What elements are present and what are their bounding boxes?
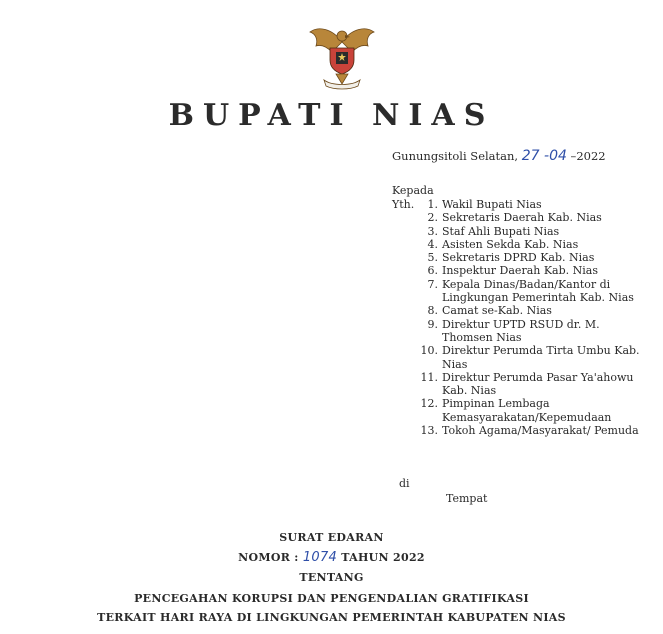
- tempat-label: Tempat: [446, 492, 488, 505]
- list-item: 8. Camat se-Kab. Nias: [427, 304, 552, 318]
- list-item: 13. Tokoh Agama/Masyarakat/ Pemuda: [420, 424, 639, 438]
- subject-line-2: TERKAIT HARI RAYA DI LINGKUNGAN PEMERINTAH KABUPATEN NIAS: [97, 611, 566, 624]
- letter-number-line: [0, 550, 663, 565]
- list-item: 3. Staf Ahli Bupati Nias: [427, 224, 560, 238]
- letterhead-title: BUPATI NIAS: [168, 98, 495, 133]
- list-item: 7. Kepala Dinas/Badan/Kantor di Lingkungan Pemerintah Kab. Nias: [427, 277, 634, 305]
- kepada-label: Kepada: [392, 184, 434, 197]
- dateline-month: 04: [549, 148, 567, 164]
- list-item: 1. Wakil Bupati Nias: [427, 198, 542, 211]
- list-item: 6. Inspektur Daerah Kab. Nias: [427, 264, 598, 278]
- dateline-year: 2022: [576, 149, 606, 163]
- di-label: di: [399, 477, 410, 490]
- list-item: 4. Asisten Sekda Kab. Nias: [427, 237, 579, 251]
- dateline-sep2: –: [566, 149, 577, 163]
- list-item: 9. Direktur UPTD RSUD dr. M. Thomsen Nias: [427, 317, 600, 344]
- list-item: 2. Sekretaris Daerah Kab. Nias: [427, 211, 602, 225]
- yth-label: Yth.: [392, 198, 415, 211]
- list-item: 10. Direktur Perumda Tirta Umbu Kab. Nias: [420, 344, 640, 371]
- letter-type-heading: SURAT EDARAN: [279, 531, 384, 544]
- list-item: 11. Direktur Perumda Pasar Ya'ahowu Kab. Nias: [420, 370, 634, 398]
- dateline-sep1: -: [539, 148, 550, 164]
- letter-dateline: [392, 148, 606, 164]
- dateline-place: Gunungsitoli Selatan,: [392, 149, 519, 163]
- dateline-day: 27: [521, 148, 540, 164]
- nomor-value: 1074: [302, 550, 338, 565]
- list-item: 12. Pimpinan Lembaga Kemasyarakatan/Kepemudaan: [420, 397, 612, 424]
- nomor-label: NOMOR :: [238, 551, 299, 564]
- tahun-label: TAHUN 2022: [341, 551, 425, 564]
- list-item: 5. Sekretaris DPRD Kab. Nias: [427, 251, 595, 265]
- recipient-list: [414, 198, 649, 437]
- tentang-heading: TENTANG: [299, 571, 364, 584]
- garuda-emblem-icon: [306, 22, 378, 90]
- subject-line-1: PENCEGAHAN KORUPSI DAN PENGENDALIAN GRATIFIKASI: [134, 592, 529, 605]
